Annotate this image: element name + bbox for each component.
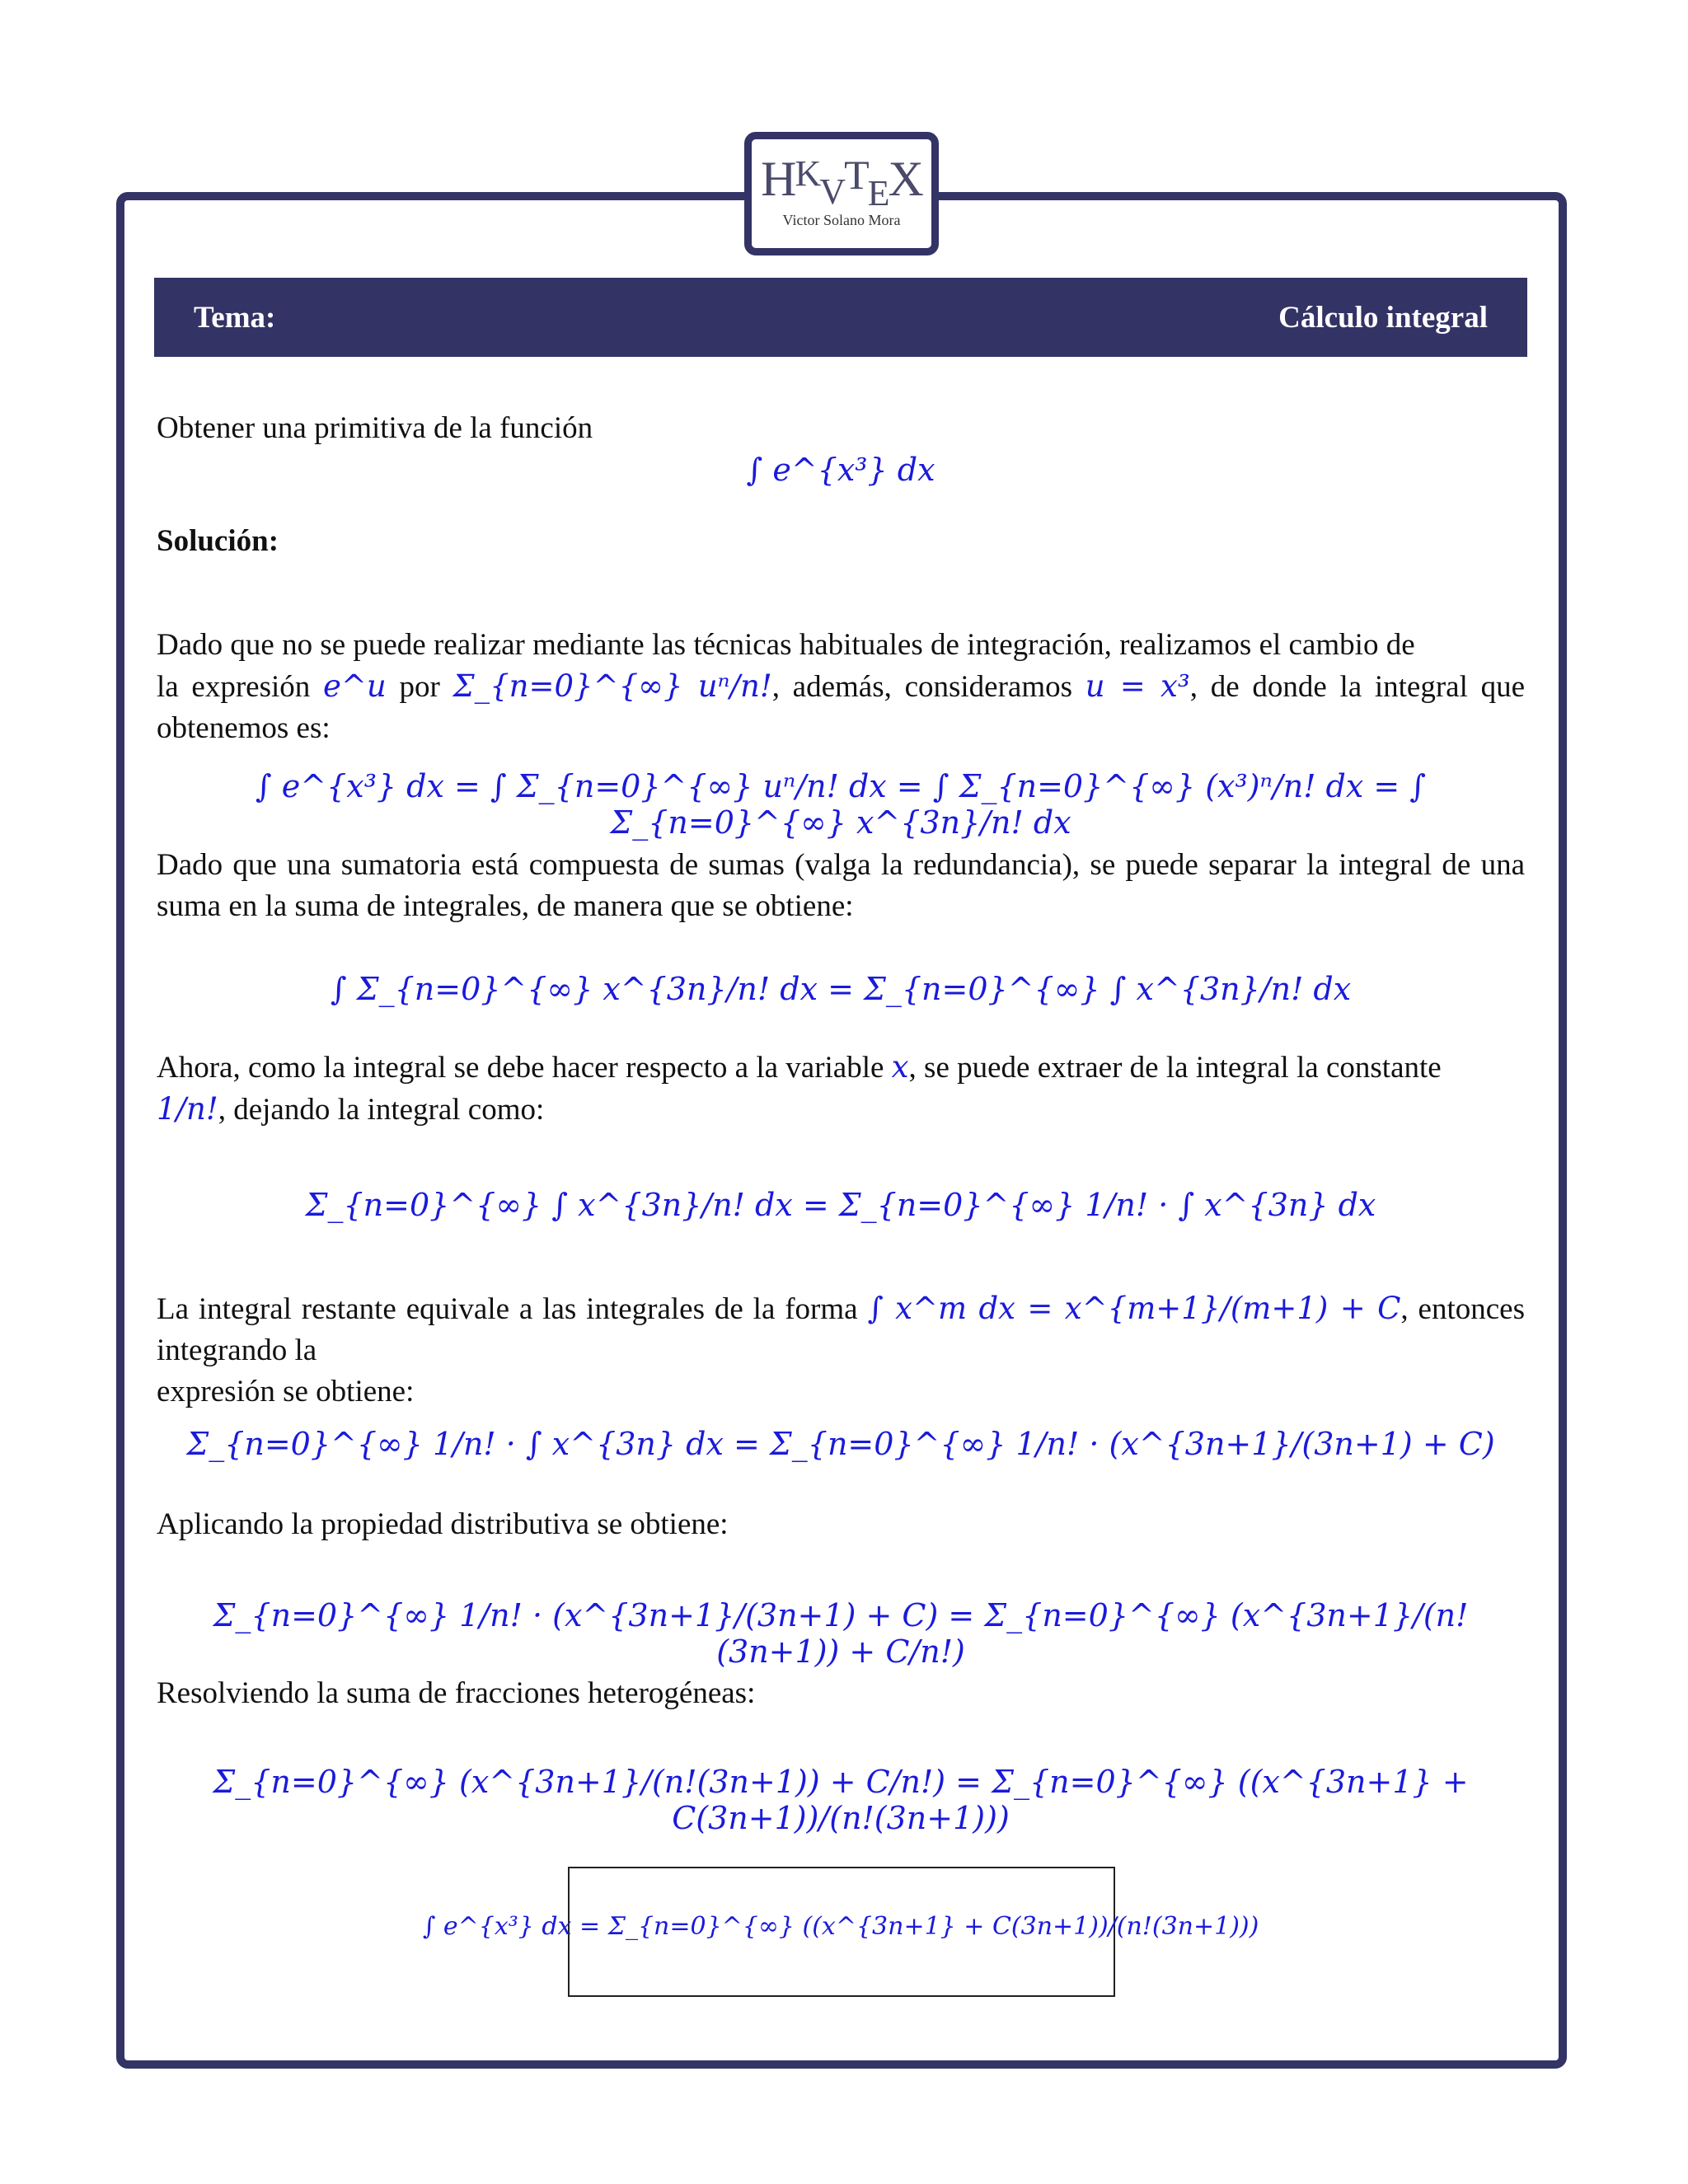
topic-label: Tema:	[194, 300, 276, 335]
topic-header	[154, 278, 1527, 357]
logo	[744, 132, 939, 255]
inline-power-rule: ∫ x^m dx = x^{m+1}/(m+1) + C	[867, 1291, 1401, 1326]
inline-constant: 1/n!	[157, 1091, 218, 1127]
inline-variable-x: x	[891, 1049, 909, 1085]
equation-4: Σ_{n=0}^{∞} 1/n! · ∫ x^{3n} dx = Σ_{n=0}^{∞} 1/n! · (x^{3n+1}/(3n+1) + C)	[186, 1426, 1495, 1462]
paragraph-6: Resolviendo la suma de fracciones heterogéneas:	[157, 1676, 756, 1710]
paragraph-2: Dado que una sumatoria está compuesta de sumas (valga la redundancia), se puede separar la integral de una suma en la suma de integrales, de manera que se obtiene:	[157, 848, 1525, 923]
inline-eu: e^u	[322, 668, 387, 704]
problem-formula: ∫ e^{x³} dx	[746, 452, 935, 488]
equation-6: Σ_{n=0}^{∞} (x^{3n+1}/(n!(3n+1)) + C/n!) = Σ_{n=0}^{∞} ((x^{3n+1} + C(3n+1))/(n!(3n+1)))	[213, 1764, 1469, 1836]
paragraph-3: Ahora, como la integral se debe hacer respecto a la variable x, se puede extraer de la integral la constante 1/n!, dejando la integral como:	[157, 1049, 1442, 1127]
paragraph-1: Dado que no se puede realizar mediante las técnicas habituales de integración, realizamos el cambio de la expresión e^u por Σ_{n=0}^{∞} uⁿ/n!, además, consideramos u = x³, de donde la integral que obtenemos es:	[157, 628, 1526, 745]
equation-2: ∫ Σ_{n=0}^{∞} x^{3n}/n! dx = Σ_{n=0}^{∞} ∫ x^{3n}/n! dx	[330, 971, 1352, 1007]
equation-3: Σ_{n=0}^{∞} ∫ x^{3n}/n! dx = Σ_{n=0}^{∞} 1/n! · ∫ x^{3n} dx	[305, 1187, 1376, 1223]
inline-series: Σ_{n=0}^{∞} uⁿ/n!	[452, 668, 772, 704]
problem-intro: Obtener una primitiva de la función	[157, 411, 593, 445]
paragraph-4: La integral restante equivale a las integrales de la forma ∫ x^m dx = x^{m+1}/(m+1) + C, entonces integrando la expresión se obtiene:	[157, 1291, 1525, 1408]
paragraph-5: Aplicando la propiedad distributiva se obtiene:	[157, 1507, 729, 1541]
inline-u-def: u = x³	[1085, 668, 1190, 704]
logo-mark: $H^KVT_EX$	[761, 152, 922, 213]
equation-1: ∫ e^{x³} dx = ∫ Σ_{n=0}^{∞} uⁿ/n! dx = ∫ Σ_{n=0}^{∞} (x³)ⁿ/n! dx = ∫ Σ_{n=0}^{∞} x^{3n}/n! dx	[255, 768, 1427, 841]
logo-author: Victor Solano Mora	[782, 212, 901, 228]
equation-5: Σ_{n=0}^{∞} 1/n! · (x^{3n+1}/(3n+1) + C) = Σ_{n=0}^{∞} (x^{3n+1}/(n!(3n+1)) + C/n!)	[213, 1597, 1469, 1670]
solution-heading: Solución:	[157, 524, 279, 558]
final-answer: ∫ e^{x³} dx = Σ_{n=0}^{∞} ((x^{3n+1} + C(3n+1))/(n!(3n+1)))	[422, 1912, 1259, 1941]
topic-title: Cálculo integral	[1278, 300, 1488, 335]
